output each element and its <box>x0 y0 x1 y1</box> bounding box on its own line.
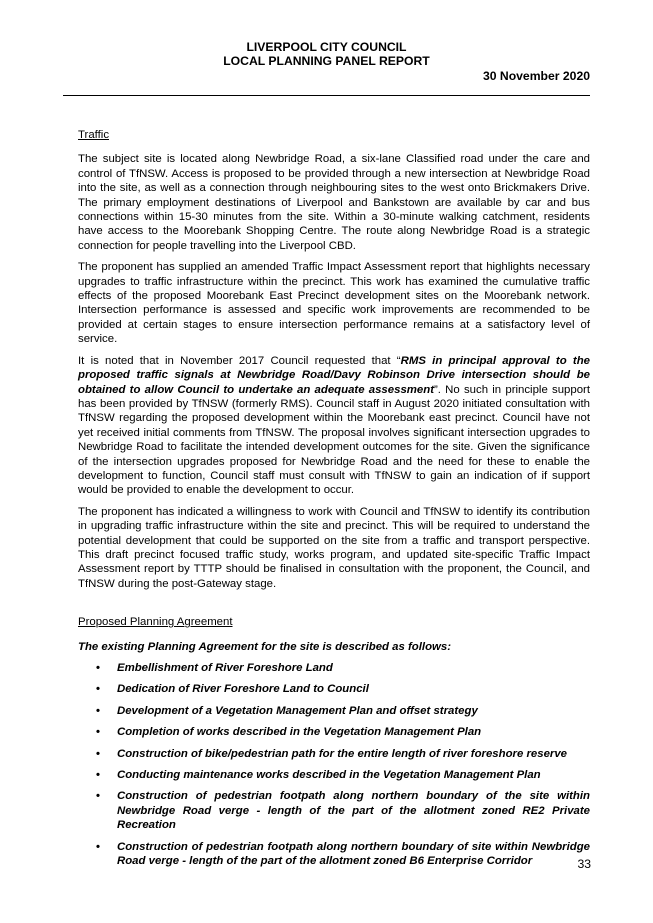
planning-agreement-intro: The existing Planning Agreement for the site is described as follows: <box>78 640 452 653</box>
list-item <box>78 747 590 761</box>
bullet-icon: • <box>96 662 100 674</box>
traffic-heading: Traffic <box>78 129 110 141</box>
page-content <box>78 128 590 875</box>
list-item-text: Construction of pedestrian footpath along northern boundary of the site within Newbridge Road verge - length of the part of the allotment zoned RE2 Private Recreation <box>117 790 590 832</box>
report-title: LOCAL PLANNING PANEL REPORT <box>223 54 430 68</box>
bullet-icon: • <box>96 840 100 853</box>
report-date: 30 November 2020 <box>482 69 590 83</box>
list-item-text: Dedication of River Foreshore Land to Council <box>117 683 369 696</box>
list-item-text: Construction of bike/pedestrian path for the entire length of river foreshore reserve <box>117 747 568 760</box>
section-gap <box>78 598 590 615</box>
para3-lead: It is noted that in November 2017 Council requested that “ <box>78 354 401 367</box>
list-item <box>78 704 590 718</box>
bullet-icon: • <box>96 790 100 803</box>
para3-quote: RMS in principal approval to the proposed traffic signals at Newbridge Road/Davy Robinson Drive intersection should be obtained to allow Council to undertake an adequate assessment <box>78 354 590 396</box>
list-item <box>78 768 590 782</box>
bullet-icon: • <box>96 683 100 696</box>
list-item-text: Development of a Vegetation Management Plan and offset strategy <box>117 704 478 717</box>
traffic-paragraph-1: The subject site is located along Newbridge Road, a six-lane Classified road under the care and control of TfNSW. Access is proposed to be provided through a new intersection at Newbridge Road into the site, as well as a connection through neighbouring sites to the west onto Brickmakers Drive. The primary employment destinations of Liverpool and Bankstown are available by car and bus connections within 15-30 minutes from the site. Within a 30-minute walking catchment, residents have access to the Moorebank Shopping Centre. The route along Newbridge Road is a strategic connection for people travelling into the Liverpool CBD. <box>78 153 590 252</box>
list-item <box>78 725 590 739</box>
header-divider <box>63 95 590 96</box>
traffic-paragraph-3 <box>78 354 590 498</box>
list-item-text: Completion of works described in the Vegetation Management Plan <box>117 726 482 739</box>
bullet-icon: • <box>96 769 100 782</box>
bullet-icon: • <box>96 726 100 739</box>
traffic-paragraph-2: The proponent has supplied an amended Traffic Impact Assessment report that highlights necessary upgrades to traffic infrastructure within the precinct. This work has examined the cumulative traffic effects of the proposed Moorebank East Precinct development sites on the Moorebank network. Intersection performance is assessed and specific work improvements are recommended to be provided at certain stages to ensure intersection performance remains at a satisfactory level of service. <box>78 261 590 346</box>
list-item <box>78 682 590 696</box>
organisation-name: LIVERPOOL CITY COUNCIL <box>246 40 407 54</box>
list-item-text: Construction of pedestrian footpath along northern boundary of site within Newbridge Road verge - length of the part of the allotment zoned B6 Enterprise Corridor <box>117 840 590 868</box>
para3-tail: ”. No such in principle support has been provided by TfNSW (formerly RMS). Council staff in August 2020 initiated consultation with TfNSW regarding the proposed development within the Moorebank east precinct. Council have not yet received initial comments from TfNSW. The proposal involves significant intersection upgrades to Newbridge Road to facilitate the intended development outcomes for the site. Given the significance of the intersection upgrades proposed for Newbridge Road and the need for these to enable the development to function, Council staff must consult with TfNSW to gain an indication of if support would be provided to enable the development to occur. <box>78 383 590 497</box>
planning-agreement-list <box>78 661 590 868</box>
list-item-text: Embellishment of River Foreshore Land <box>117 662 333 674</box>
traffic-paragraph-4: The proponent has indicated a willingness to work with Council and TfNSW to identify its contribution in upgrading traffic infrastructure within the site and precinct. This will be required to understand the potential development that could be supported on the site from a traffic and transport perspective. This draft precinct focused traffic study, works program, and updated site-specific Traffic Impact Assessment report by TTTP should be finalised in consultation with the proponent, the Council, and TfNSW during the post-Gateway stage. <box>78 505 590 590</box>
list-item-text: Conducting maintenance works described in the Vegetation Management Plan <box>117 769 541 782</box>
list-item <box>78 789 590 832</box>
planning-agreement-heading: Proposed Planning Agreement <box>78 616 233 629</box>
list-item <box>78 661 590 675</box>
bullet-icon: • <box>96 747 100 760</box>
list-item <box>78 840 590 869</box>
page-number: 33 <box>577 857 591 871</box>
bullet-icon: • <box>96 704 100 717</box>
